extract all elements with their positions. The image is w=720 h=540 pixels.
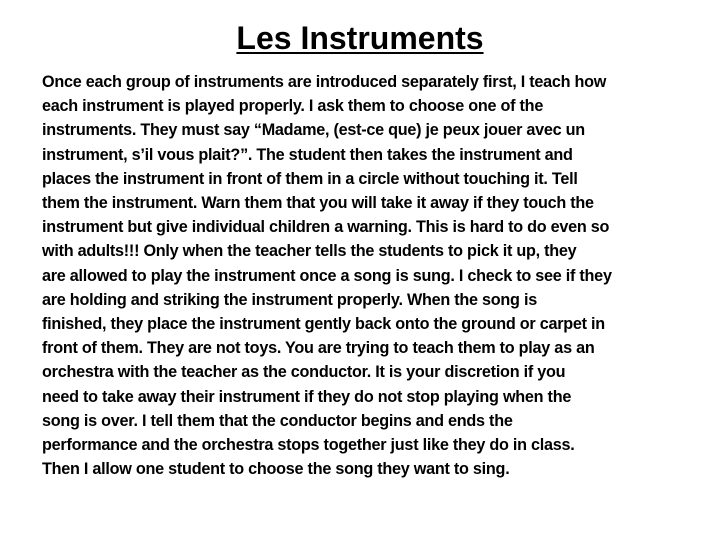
- body-line: instrument but give individual children a warning. This is hard to do even so: [42, 218, 610, 237]
- body-line: song is over. I tell them that the conductor begins and ends the: [42, 411, 513, 430]
- body-line: are holding and striking the instrument properly. When the song is: [42, 290, 537, 309]
- body-line: them the instrument. Warn them that you will take it away if they touch the: [42, 194, 594, 213]
- slide-body-text: [42, 70, 682, 481]
- body-line: instruments. They must say “Madame, (est-ce que) je peux jouer avec un: [42, 121, 585, 140]
- body-line: instrument, s’il vous plait?”. The student then takes the instrument and: [42, 145, 573, 164]
- body-line: performance and the orchestra stops together just like they do in class.: [42, 436, 575, 455]
- body-line: front of them. They are not toys. You are trying to teach them to play as an: [42, 339, 595, 358]
- body-line: need to take away their instrument if they do not stop playing when the: [42, 387, 572, 406]
- body-line: finished, they place the instrument gently back onto the ground or carpet in: [42, 315, 605, 334]
- body-line: Once each group of instruments are introduced separately first, I teach how: [42, 73, 607, 91]
- body-line: with adults!!! Only when the teacher tells the students to pick it up, they: [42, 242, 577, 261]
- body-line: Then I allow one student to choose the song they want to sing.: [42, 460, 510, 479]
- body-line: places the instrument in front of them in a circle without touching it. Tell: [42, 169, 578, 188]
- body-line: each instrument is played properly. I ask them to choose one of the: [42, 97, 544, 116]
- body-line: are allowed to play the instrument once a song is sung. I check to see if they: [42, 266, 612, 285]
- slide-title: Les Instruments: [236, 20, 484, 56]
- body-line: orchestra with the teacher as the conductor. It is your discretion if you: [42, 363, 566, 382]
